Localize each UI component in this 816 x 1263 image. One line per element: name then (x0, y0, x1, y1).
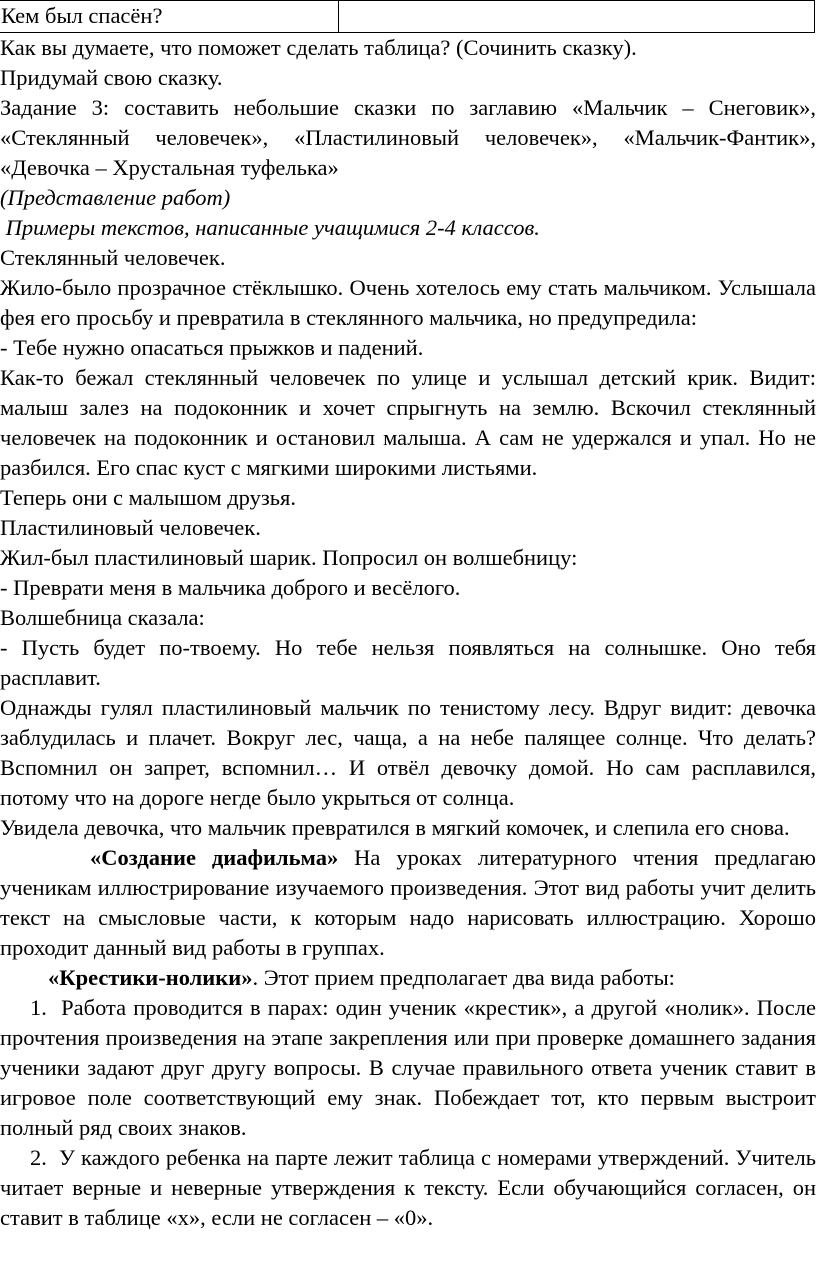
paragraph-task: Придумай свою сказку. (0, 65, 223, 90)
table-row (0, 0, 815, 33)
diafilm-text: На уроках литературного чтения (354, 845, 699, 870)
story-title-plasticine: Пластилиновый человечек. (0, 515, 261, 540)
story-plasticine-paragraph: - Пусть будет по-твоему. Но тебе нельзя появляться на солнышке. Оно тебя расплавит. (0, 635, 816, 690)
document-body (0, 33, 816, 1233)
story-glass-paragraph: Теперь они с малышом друзья. (0, 485, 297, 510)
diafilm-term: «Создание диафильма» (90, 845, 339, 870)
story-plasticine-paragraph: Волшебница сказала: (0, 605, 205, 630)
list-item-number: 1. (30, 995, 47, 1020)
paragraph-question: Как вы думаете, что поможет сделать таблица? (Сочинить сказку). (0, 35, 637, 60)
table-cell-empty (339, 1, 814, 32)
story-glass-paragraph: - Тебе нужно опасаться прыжков и падений. (0, 335, 424, 360)
list-item (0, 993, 816, 1143)
paragraph-assignment-3: Задание 3: составить небольшие сказки по заглавию «Мальчик – Снеговик», «Стеклянный человечек», «Пластилиновый человечек», «Мальчик-Фантик», «Девочка – Хрустальная туфелька» (0, 95, 816, 180)
krestiki-term: «Крестики-нолики» (48, 965, 253, 990)
story-glass-paragraph: Как-то бежал стеклянный человечек по улице и услышал детский крик. Видит: малыш залез на подоконник и хочет спрыгнуть на землю. Вскочил стеклянный человечек на подоконник и остановил малыша. А сам не удержался и упал. Но не разбился. Его спас куст с мягкими широкими листьями. (0, 365, 816, 480)
story-glass-paragraph: Жило-было прозрачное стёклышко. Очень хотелось ему стать мальчиком. Услышала фея его просьбу и превратила в стеклянного мальчика, но предупредила: (0, 275, 816, 330)
story-plasticine-paragraph: Однажды гулял пластилиновый мальчик по тенистому лесу. Вдруг видит: девочка заблудилась и плачет. Вокруг лес, чаща, а на небе палящее солнце. Что делать? Вспомнил он запрет, вспомнил… И отвёл девочку домой. Но сам расплавился, потому что на дороге негде было укрыться от солнца. (0, 695, 816, 810)
story-title-glass: Стеклянный человечек. (0, 245, 226, 270)
list-item-text: У каждого ребенка на парте лежит таблица с номерами утверждений. Учитель читает верные и неверные утверждения к тексту. Если обучающийся согласен, он ставит в таблице «х», если не согласен – «0». (0, 1145, 816, 1230)
story-plasticine-paragraph: Жил-был пластилиновый шарик. Попросил он волшебницу: (0, 545, 578, 570)
paragraph-presentation: (Представление работ) (0, 185, 231, 210)
krestiki-text: . Этот прием предполагает два вида работы: (252, 965, 675, 990)
story-plasticine-paragraph: Увидела девочка, что мальчик превратился в мягкий комочек, и слепила его снова. (0, 815, 790, 840)
diafilm-text: предлагаю ученикам иллюстрирование изучаемого произведения. Этот вид работы учит делить текст на смысловые части, к которым надо нарисовать иллюстрацию. Хорошо проходит данный вид работы в группах. (0, 845, 816, 960)
table-cell-question: Кем был спасён? (0, 1, 339, 32)
paragraph-examples-heading: Примеры текстов, написанные учащимися 2-4 классов. (0, 215, 540, 240)
paragraph-diafilm (0, 843, 816, 963)
list-item-number: 2. (30, 1145, 47, 1170)
story-plasticine-paragraph: - Преврати меня в мальчика доброго и весёлого. (0, 575, 461, 600)
list-item (0, 1143, 816, 1233)
paragraph-krestiki (0, 963, 816, 993)
list-item-text: Работа проводится в парах: один ученик «крестик», а другой «нолик». После прочтения произведения на этапе закрепления или при проверке домашнего задания ученики задают друг другу вопросы. В случае правильного ответа ученик ставит в игровое поле соответствующий ему знак. Побеждает тот, кто первым выстроит полный ряд своих знаков. (0, 995, 816, 1140)
